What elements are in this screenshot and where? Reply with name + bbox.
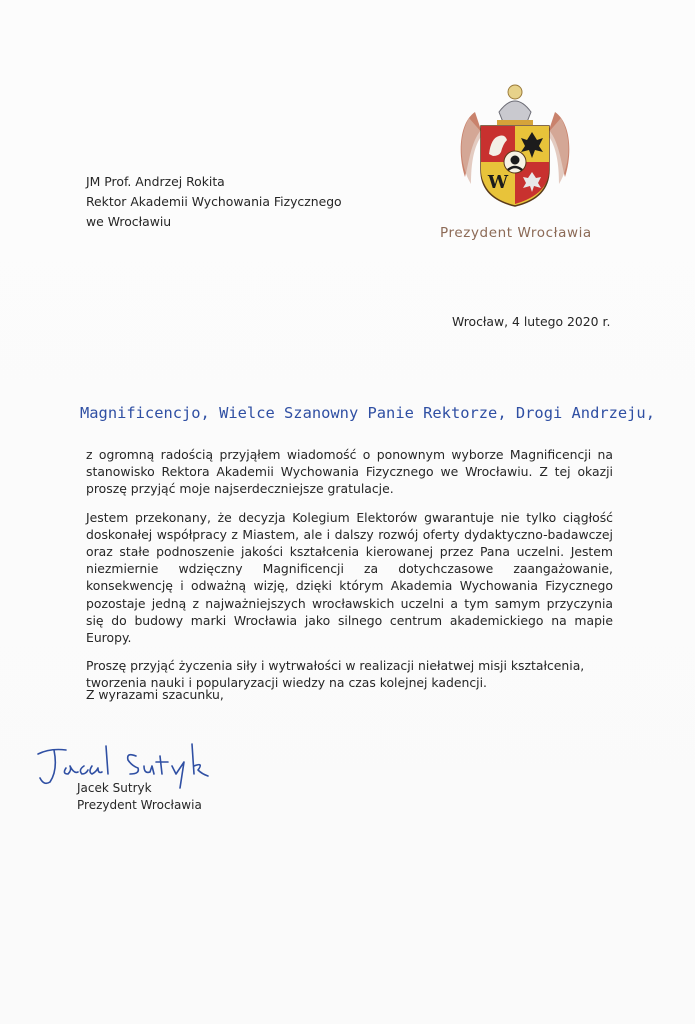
signer-name: Jacek Sutryk	[77, 781, 152, 795]
signer-block	[77, 780, 202, 814]
body-paragraph-3: Proszę przyjąć życzenia siły i wytrwałości w realizacji niełatwej misji kształcenia, tworzenia nauki i popularyzacji wiedzy na czas kolejnej kadencji.	[86, 658, 585, 691]
letter-closing: Z wyrazami szacunku,	[86, 687, 224, 702]
recipient-name: JM Prof. Andrzej Rokita	[86, 174, 225, 189]
recipient-address	[86, 172, 342, 232]
handwritten-salutation	[78, 388, 668, 436]
letter-date: Wrocław, 4 lutego 2020 r.	[452, 314, 611, 329]
body-paragraph-1: z ogromną radością przyjąłem wiadomość o ponownym wyborze Magnificencji na stanowisko Rektora Akademii Wychowania Fizycznego we Wrocławiu. Z tej okazji proszę przyjąć moje najserdeczniejsze gratulacje.	[86, 447, 613, 497]
signer-title: Prezydent Wrocławia	[77, 798, 202, 812]
salutation-text: Magnificencjo, Wielce Szanowny Panie Rektorze, Drogi Andrzeju,	[80, 404, 655, 422]
letterhead-caption: Prezydent Wrocławia	[440, 225, 592, 241]
body-paragraph-2: Jestem przekonany, że decyzja Kolegium Elektorów gwarantuje nie tylko ciągłość doskonałej współpracy z Miastem, ale i dalszy rozwój oferty dydaktyczno-badawczej oraz stałe podnoszenie jakości kształcenia kierowanej przez Pana uczelni. Jestem niezmiernie wdzięczny Magnificencji za dotychczasowe zaangażowanie, konsekwencję i odważną wizję, dzięki którym Akademia Wychowania Fizycznego pozostaje jedną z najważniejszych wrocławskich uczelni a tym samym przyczynia się do budowy marki Wrocławia jako silnego centrum akademickiego na mapie Europy.	[86, 509, 613, 646]
recipient-position: Rektor Akademii Wychowania Fizycznego	[86, 194, 342, 209]
letter-body	[86, 446, 613, 703]
recipient-location: we Wrocławiu	[86, 214, 172, 229]
svg-text:W: W	[487, 172, 509, 193]
wroclaw-coat-of-arms-icon	[455, 82, 575, 210]
